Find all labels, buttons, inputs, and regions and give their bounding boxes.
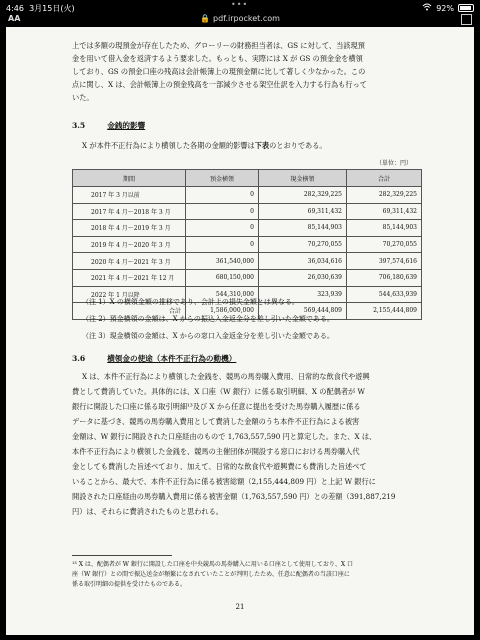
table-note: （注 1）X の横領金額の推移であり、会計上の損失金額とは異なる。: [82, 298, 299, 306]
section-3-5-text: X が本件不正行為により横領した各期の金額的影響は下表のとおりである。: [82, 141, 327, 150]
body-line: 金額は、W 銀行に開設された口座経由のもので 1,763,557,590 円と算定した。また、X は、: [72, 432, 377, 441]
footnote-divider: [72, 555, 172, 556]
table-header-row: [73, 170, 422, 187]
body-line: 開設された口座経由の馬券購入費用に係る被害金額（1,763,557,590 円）との差額（391,887,219: [72, 492, 396, 501]
section-heading-3-5: 3.5 金銭的影響: [72, 121, 146, 130]
address-bar: [0, 12, 480, 26]
page-number: 21: [235, 603, 245, 611]
column-header: 期間: [73, 170, 186, 187]
tabs-icon[interactable]: [461, 14, 472, 25]
pdf-page: [6, 27, 474, 635]
battery-icon: [458, 4, 474, 12]
table-note: （注 3）現金横領の金額は、X からの窓口入金返金分を差し引いた金額である。: [82, 332, 334, 340]
column-header: 預金横領: [186, 170, 259, 187]
intro-line: いた。: [72, 93, 94, 102]
intro-line: 金を用いて借入金を返済するよう要求した。もっとも、実際には X が GS の預金金を横領: [72, 54, 363, 63]
battery-percent: 92%: [436, 3, 454, 13]
table-row: 2017 年 3 月以前 0 282,329,225 282,329,225: [73, 187, 422, 204]
body-line: 銀行に開設した口座に係る取引明細¹³及び X から任意に提出を受けた馬券購入履歴に係る: [72, 402, 361, 411]
column-header: 合計: [347, 170, 422, 187]
lock-icon: 🔒: [200, 14, 211, 23]
table-unit: （単位：円）: [376, 160, 413, 167]
body-line: データに基づき、競馬の馬券購入費用として費消した金額のうち本件不正行為による被害: [72, 417, 360, 426]
table-note: （注 2）預金横領の金額は、X からの振込入金返金分を差し引いた金額である。: [82, 315, 334, 323]
section-heading-3-6: 3.6 横領金の使途（本件不正行為の動機）: [72, 354, 237, 363]
footnote: ¹³ X は、配偶者が W 銀行に開設した口座を中央競馬の馬券購入に用いる口座として使用しており、X 口 座（W 銀行）との間で振込送金が頻繁になされていたことが判明したため、任意に配偶者の当該口座に 係る取引明細の提供を受けたものである。: [72, 561, 354, 588]
body-line: 費として費消していた。具体的には、X 口座（W 銀行）に係る取引明細、X の配偶者が W: [72, 387, 365, 396]
table-row: 2022 年 1 月以降 544,310,000 323,939 544,633,939: [73, 286, 422, 303]
body-line: 金としても費消した旨述べており、加えて、日常的な飲食代や遊興費にも費消した旨述べて: [72, 462, 367, 471]
body-line: 円）は、それらに費消されたものと思われる。: [72, 507, 223, 516]
column-header: 現金横領: [259, 170, 347, 187]
url-field[interactable]: 🔒 pdf.irpocket.com: [200, 14, 280, 23]
table-total-row: 合計 1,586,000,000 569,444,809 2,155,444,809: [73, 303, 422, 320]
text-size-button[interactable]: AA: [8, 14, 21, 23]
body-line: 本件不正行為により横領した金銭を、競馬の主催団体が開設する窓口における馬券購入代: [72, 447, 360, 456]
table-row: 2021 年 4 月～2021 年 12 月 680,150,000 26,030,639 706,180,639: [73, 269, 422, 286]
body-line: いることから、最大で、本件不正行為に係る被害総額（2,155,444,809 円）と上記 W 銀行に: [72, 477, 376, 486]
intro-line: 上では多額の現預金が存在したため、グローリーの財務担当者は、GS に対して、当該現預: [72, 41, 365, 50]
body-line: X は、本件不正行為により横領した金銭を、競馬の馬券購入費用、日常的な飲食代や遊興: [82, 372, 370, 381]
status-time: 4:46 3月15日(火): [6, 4, 75, 13]
table-row: 2020 年 4 月～2021 年 3 月 361,540,000 36,034,616 397,574,616: [73, 253, 422, 270]
intro-line: しており、GS の預金口座の残高は会計帳簿上の現預金額に比して著しく少なかった。この: [72, 67, 366, 76]
table-row: 2018 年 4 月～2019 年 3 月 0 85,144,903 85,144,903: [73, 220, 422, 237]
table-row: 2017 年 4 月～2018 年 3 月 0 69,311,432 69,311,432: [73, 203, 422, 220]
table-row: 2019 年 4 月～2020 年 3 月 0 70,270,055 70,270,055: [73, 236, 422, 253]
intro-line: 点に関し、X は、会計帳簿上の預金残高を一部減少させる架空仕訳を入力する行為も行って: [72, 80, 367, 89]
multitask-dots[interactable]: •••: [231, 0, 249, 9]
